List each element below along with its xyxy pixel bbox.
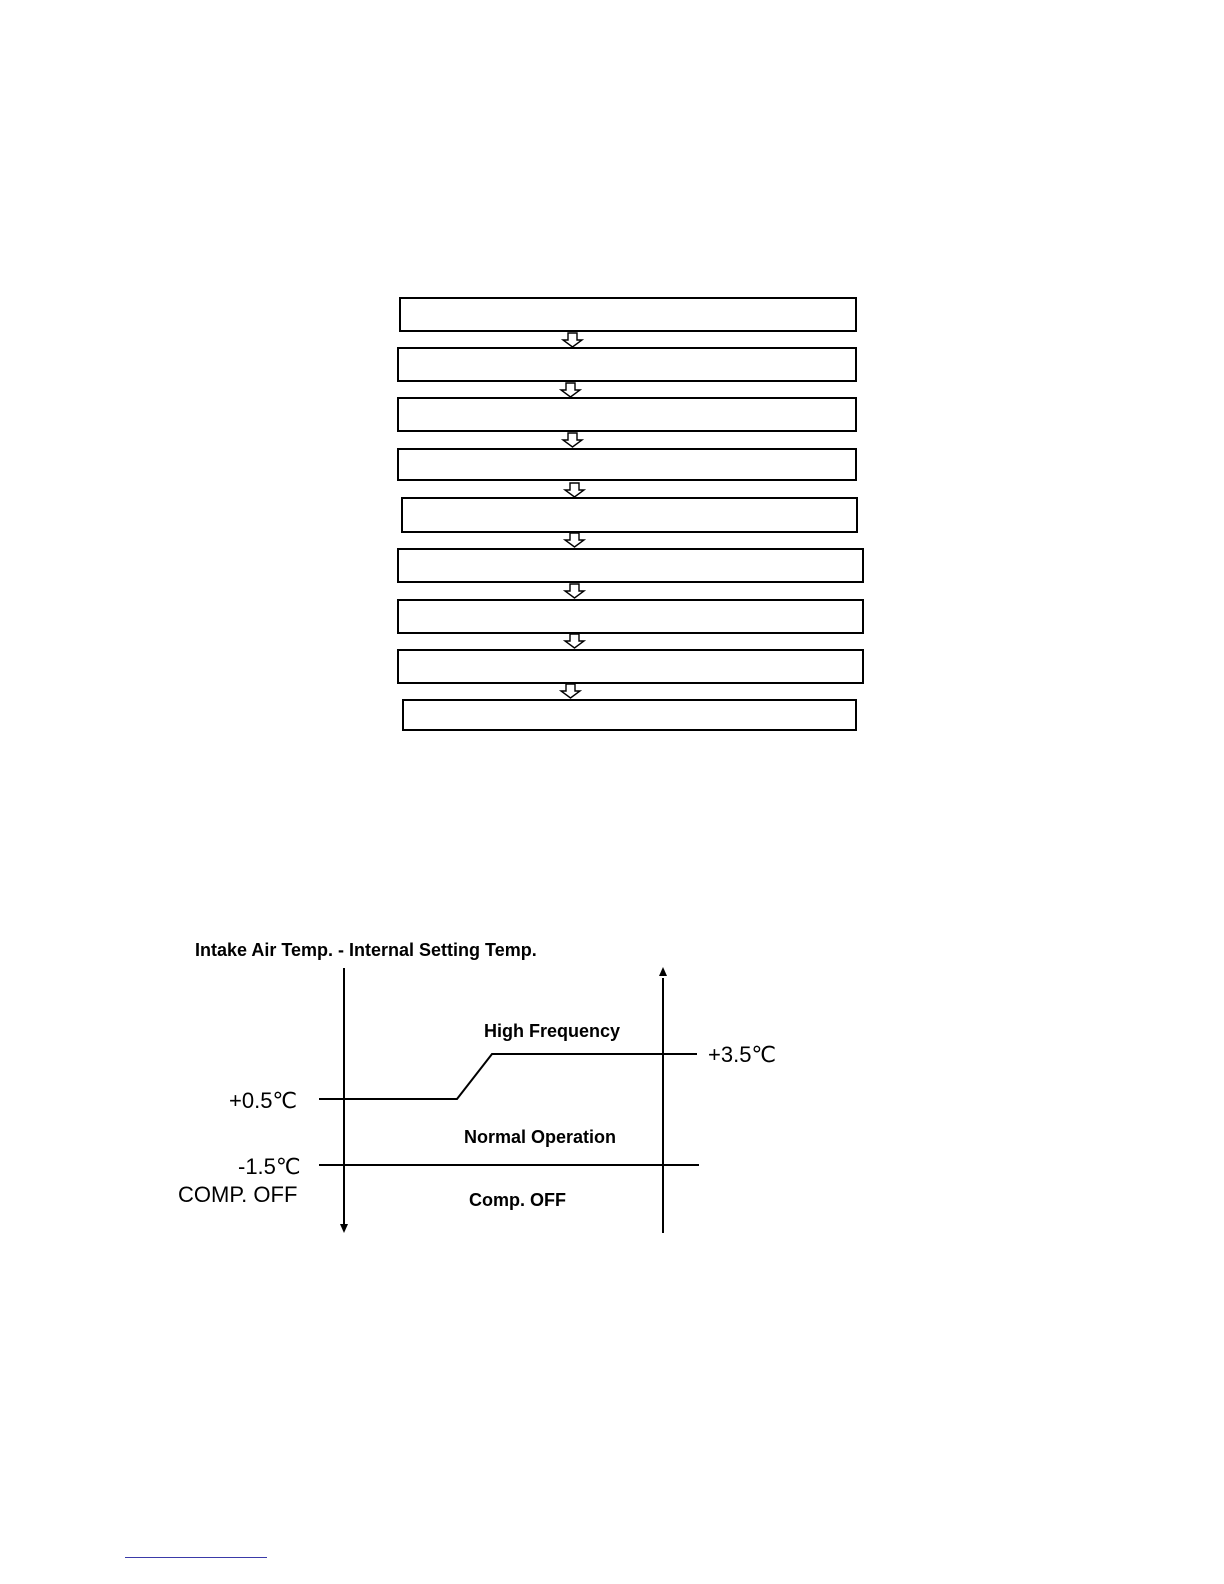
flow-step-4 — [398, 449, 856, 480]
down-arrow-icon — [565, 584, 584, 598]
zone-high-frequency: High Frequency — [484, 1021, 621, 1041]
flow-step-6 — [398, 549, 863, 582]
down-arrow-icon — [563, 333, 582, 347]
threshold-off-label: -1.5℃ — [238, 1154, 301, 1179]
flow-step-3 — [398, 398, 856, 431]
flow-step-5 — [402, 498, 857, 532]
down-arrow-icon — [565, 533, 584, 547]
up-arrowhead-icon — [659, 967, 667, 976]
flow-step-2 — [398, 348, 856, 381]
down-arrow-icon — [563, 433, 582, 447]
heating-threshold-line — [319, 1054, 697, 1099]
flow-step-1 — [400, 298, 856, 331]
threshold-normal-label: +0.5℃ — [229, 1088, 298, 1113]
down-arrow-icon — [561, 684, 580, 698]
down-arrow-icon — [565, 634, 584, 648]
down-arrow-icon — [565, 483, 584, 497]
down-arrowhead-icon — [340, 1224, 348, 1233]
zone-comp-off: Comp. OFF — [469, 1190, 566, 1210]
compressor-frequency-diagram — [0, 920, 1224, 1260]
y-axis-title: Intake Air Temp. - Internal Setting Temp. — [195, 940, 537, 960]
footer-divider — [125, 1557, 267, 1558]
flowchart — [0, 0, 1224, 760]
flow-step-9 — [403, 700, 856, 730]
threshold-off-caption: COMP. OFF — [178, 1182, 298, 1207]
threshold-high-label: +3.5℃ — [708, 1042, 777, 1067]
flow-step-7 — [398, 600, 863, 633]
flow-step-8 — [398, 650, 863, 683]
zone-normal-operation: Normal Operation — [464, 1127, 617, 1147]
down-arrow-icon — [561, 383, 580, 397]
